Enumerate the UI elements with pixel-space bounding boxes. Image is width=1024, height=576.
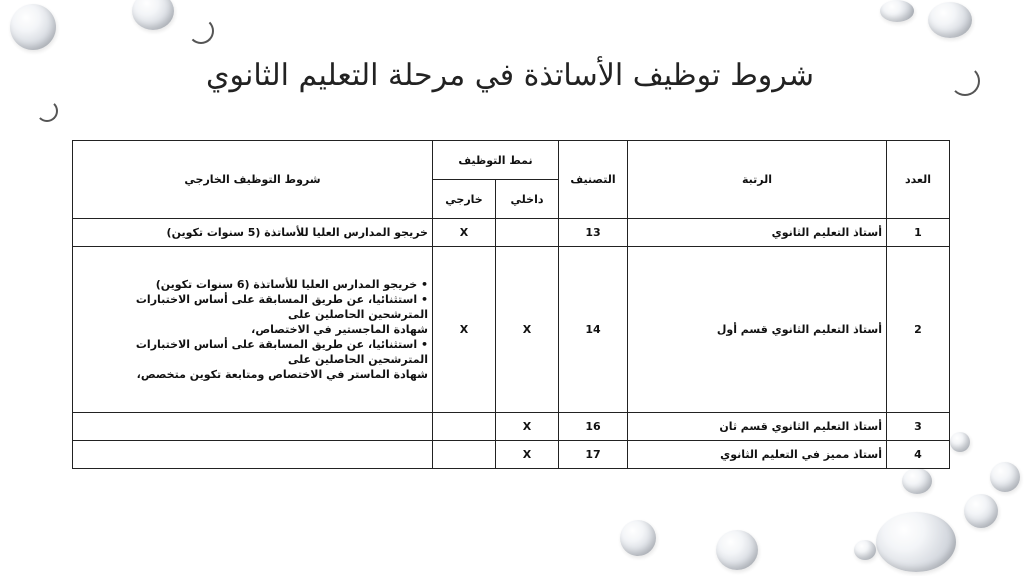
row-rank: أستاذ مميز في التعليم الثانوي [628,441,887,469]
row-rank: أستاذ التعليم الثانوي قسم أول [628,247,887,413]
header-internal: داخلي [496,180,559,219]
row-external-mark [433,441,496,469]
row-internal-mark: X [496,441,559,469]
header-external-conditions: شروط التوظيف الخارجي [73,141,433,219]
header-external: خارجي [433,180,496,219]
row-classification: 17 [559,441,628,469]
table-row [73,413,950,441]
water-drop-decoration [716,530,758,570]
row-external-mark [433,413,496,441]
water-drop-decoration [132,0,174,30]
table-row [73,219,950,247]
row-number: 2 [887,247,950,413]
row-number: 1 [887,219,950,247]
header-rank: الرتبة [628,141,887,219]
condition-line: شهادة الماجستير في الاختصاص، [251,323,428,336]
condition-line: شهادة الماستر في الاختصاص ومتابعة تكوين متخصص، [136,368,428,381]
water-ring-decoration [36,100,58,122]
condition-line: • استثنائيا، عن طريق المسابقة على أساس الاختبارات المترشحين الحاصلين على [135,338,428,366]
row-internal-mark [496,219,559,247]
water-ring-decoration [188,18,214,44]
row-conditions [73,219,433,247]
row-classification: 16 [559,413,628,441]
water-drop-decoration [928,2,972,38]
row-external-mark: X [433,219,496,247]
page-title: شروط توظيف الأساتذة في مرحلة التعليم الثانوي [206,58,814,93]
recruitment-conditions-table [72,140,950,469]
water-drop-decoration [902,468,932,494]
water-drop-decoration [854,540,876,560]
water-drop-decoration [876,512,956,572]
row-internal-mark: X [496,247,559,413]
row-conditions [73,247,433,413]
water-drop-decoration [964,494,998,528]
condition-line: • خريجو المدارس العليا للأساتذة (6 سنوات تكوين) [155,278,428,291]
row-number: 4 [887,441,950,469]
water-drop-decoration [990,462,1020,492]
table-row [73,247,950,413]
row-rank: أستاذ التعليم الثانوي [628,219,887,247]
water-drop-decoration [10,4,56,50]
water-ring-decoration [950,66,980,96]
row-internal-mark: X [496,413,559,441]
row-classification: 13 [559,219,628,247]
table-row [73,441,950,469]
water-drop-decoration [620,520,656,556]
header-recruitment-mode: نمط التوظيف [433,141,559,180]
row-conditions [73,441,433,469]
condition-line: • استثنائيا، عن طريق المسابقة على أساس الاختبارات المترشحين الحاصلين على [135,293,428,321]
row-rank: أستاذ التعليم الثانوي قسم ثان [628,413,887,441]
row-number: 3 [887,413,950,441]
header-classification: التصنيف [559,141,628,219]
water-drop-decoration [950,432,970,452]
water-drop-decoration [880,0,914,22]
row-conditions [73,413,433,441]
condition-line: خريجو المدارس العليا للأساتذة (5 سنوات تكوين) [166,226,428,239]
header-number: العدد [887,141,950,219]
row-external-mark: X [433,247,496,413]
row-classification: 14 [559,247,628,413]
